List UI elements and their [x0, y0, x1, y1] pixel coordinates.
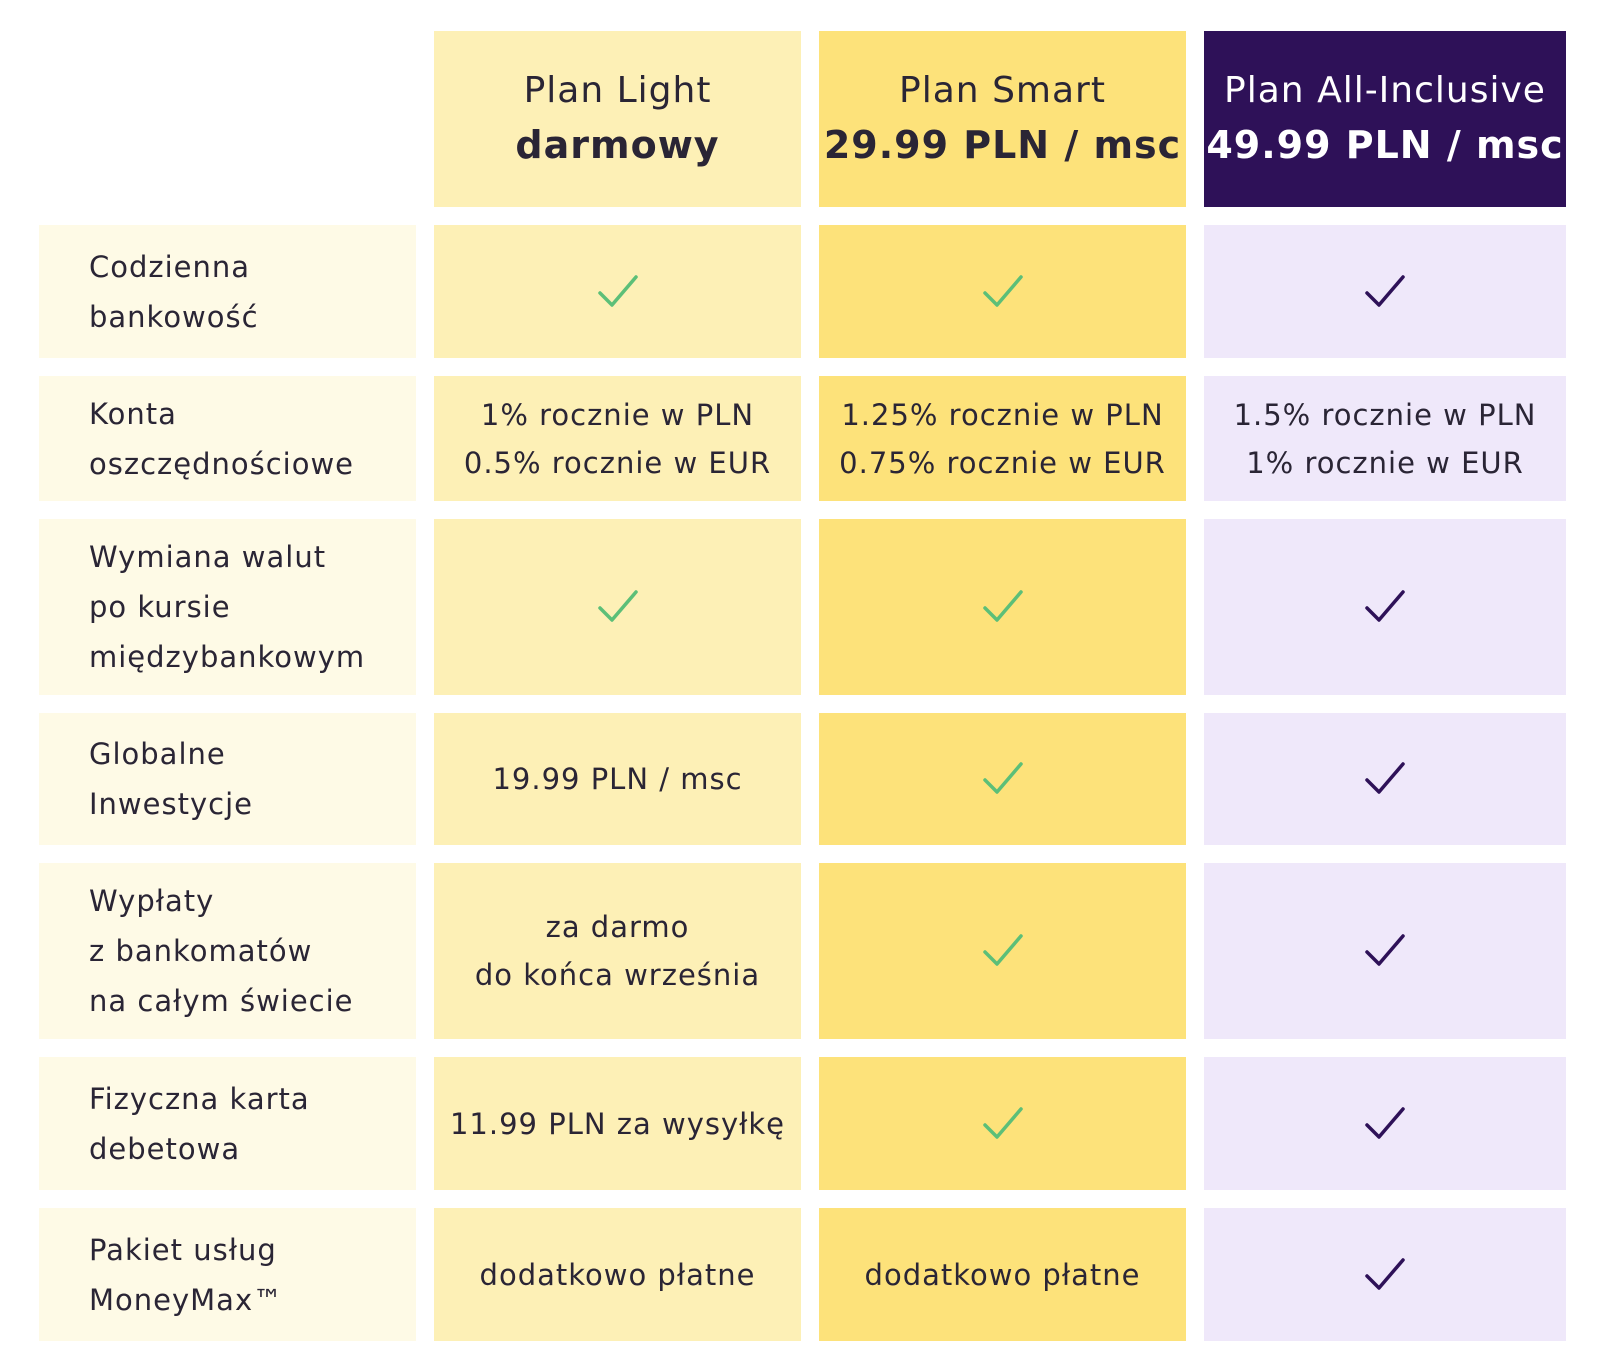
feature-value: dodatkowo płatne: [864, 1257, 1141, 1292]
feature-label-line: Pakiet usług: [89, 1232, 277, 1267]
feature-value: 0.75% rocznie w EUR: [839, 445, 1166, 480]
feature-cell-smart: [819, 713, 1186, 845]
feature-cell-light: [434, 519, 801, 695]
feature-cell-all: [1204, 376, 1566, 501]
checkmark-icon: [981, 760, 1025, 798]
feature-value: 1.5% rocznie w PLN: [1233, 397, 1537, 432]
feature-value: dodatkowo płatne: [479, 1257, 756, 1292]
feature-cell-all: [1204, 713, 1566, 845]
plan-price: darmowy: [515, 123, 720, 167]
checkmark-icon: [1363, 760, 1407, 798]
feature-label: [39, 376, 416, 501]
feature-cell-light: [434, 863, 801, 1039]
feature-label-line: MoneyMax™: [89, 1282, 284, 1317]
feature-value: 0.5% rocznie w EUR: [463, 445, 772, 480]
feature-label-line: z bankomatów: [89, 934, 313, 968]
feature-cell-all: [1204, 1057, 1566, 1190]
checkmark-icon: [1363, 588, 1407, 626]
empty-corner: [39, 31, 416, 207]
feature-value: 1% rocznie w PLN: [480, 397, 755, 432]
feature-cell-all: [1204, 225, 1566, 358]
checkmark-icon: [981, 273, 1025, 311]
feature-cell-light: [434, 1208, 801, 1341]
checkmark-icon: [596, 273, 640, 311]
feature-cell-all: [1204, 863, 1566, 1039]
feature-label: [39, 863, 416, 1039]
feature-cell-light: [434, 713, 801, 845]
feature-label: [39, 225, 416, 358]
plan-price: 29.99 PLN / msc: [823, 123, 1182, 167]
feature-label-line: Inwestycje: [89, 787, 253, 821]
feature-label-line: Fizyczna karta: [89, 1081, 310, 1116]
feature-label-line: po kursie: [89, 590, 231, 624]
plan-header-smart: [819, 31, 1186, 207]
checkmark-icon: [981, 1105, 1025, 1143]
feature-cell-smart: [819, 1057, 1186, 1190]
feature-label-line: międzybankowym: [89, 640, 366, 674]
plan-name: Plan Light: [523, 70, 712, 111]
feature-cell-all: [1204, 1208, 1566, 1341]
feature-cell-light: [434, 1057, 801, 1190]
feature-label-line: debetowa: [89, 1131, 241, 1166]
feature-label-line: Codzienna: [89, 249, 251, 284]
feature-label-line: na całym świecie: [89, 984, 354, 1018]
feature-cell-smart: [819, 519, 1186, 695]
feature-label-line: Wypłaty: [89, 884, 215, 918]
pricing-comparison-table: [39, 31, 1566, 1341]
feature-label-line: Konta: [89, 396, 177, 431]
feature-label: [39, 1057, 416, 1190]
plan-name: Plan All-Inclusive: [1224, 70, 1546, 111]
checkmark-icon: [596, 588, 640, 626]
checkmark-icon: [1363, 932, 1407, 970]
plan-name: Plan Smart: [899, 70, 1106, 111]
plan-header-all-inclusive: [1204, 31, 1566, 207]
feature-label-line: Wymiana walut: [89, 540, 327, 574]
feature-cell-smart: [819, 863, 1186, 1039]
checkmark-icon: [981, 932, 1025, 970]
feature-label: [39, 1208, 416, 1341]
checkmark-icon: [1363, 1256, 1407, 1294]
feature-value: do końca września: [474, 958, 761, 992]
feature-label: [39, 519, 416, 695]
checkmark-icon: [981, 588, 1025, 626]
feature-cell-smart: [819, 225, 1186, 358]
feature-cell-light: [434, 225, 801, 358]
feature-cell-all: [1204, 519, 1566, 695]
feature-value: 1% rocznie w EUR: [1246, 445, 1524, 480]
feature-label-line: oszczędnościowe: [89, 446, 355, 481]
feature-cell-smart: [819, 1208, 1186, 1341]
plan-header-light: [434, 31, 801, 207]
feature-label: [39, 713, 416, 845]
feature-label-line: bankowość: [89, 299, 259, 334]
feature-cell-light: [434, 376, 801, 501]
checkmark-icon: [1363, 273, 1407, 311]
checkmark-icon: [1363, 1105, 1407, 1143]
feature-value: 1.25% rocznie w PLN: [841, 397, 1164, 432]
plan-price: 49.99 PLN / msc: [1206, 123, 1564, 167]
feature-value: 11.99 PLN za wysyłkę: [449, 1106, 786, 1141]
feature-cell-smart: [819, 376, 1186, 501]
feature-value: za darmo: [545, 910, 690, 944]
feature-value: 19.99 PLN / msc: [492, 762, 743, 796]
feature-label-line: Globalne: [89, 737, 226, 771]
